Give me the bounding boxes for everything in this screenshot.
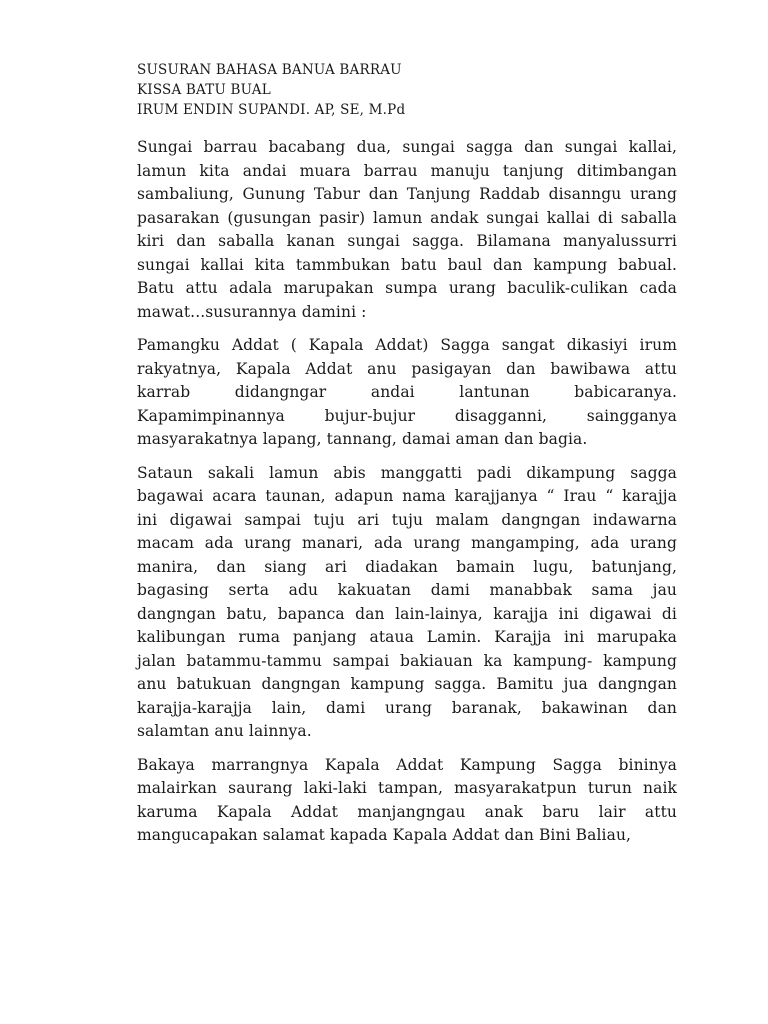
paragraph-line: salamtan anu lainnya. (137, 722, 312, 740)
paragraph-line: masyarakatnya lapang, tannang, damai aman dan bagia. (137, 430, 588, 448)
paragraph-line: Sataun sakali lamun abis manggatti padi dikampung sagga (137, 463, 677, 482)
paragraph-line: Sungai barrau bacabang dua, sungai sagga dan sungai kallai, (137, 138, 677, 156)
paragraph-line: pasarakan (gusungan pasir) lamun andak sungai kallai di saballa (137, 208, 677, 227)
paragraph-line: Kapamimpinannya bujur-bujur disagganni, saingganya (137, 406, 677, 425)
paragraph-line: ini digawai sampai tuju ari tuju malam dangngan indawarna (137, 510, 677, 529)
paragraph-line: malairkan saurang laki-laki tampan, masyarakatpun turun naik (137, 779, 677, 797)
paragraph (137, 462, 677, 744)
paragraph-line: dangngan batu, bapanca dan lain-lainya, karajja ini digawai di (137, 604, 677, 623)
paragraph-line: anu batukuan dangngan kampung sagga. Bamitu jua dangngan (137, 675, 677, 693)
paragraph-line: sambaliung, Gunung Tabur dan Tanjung Raddab disanngu urang (137, 185, 677, 203)
paragraph-line: lamun kita andai muara barrau manuju tanjung ditimbangan (137, 161, 677, 180)
paragraph-line: bagasing serta adu kakuatan dami manabbak sama jau (137, 581, 677, 599)
paragraph-line: Bakaya marrangnya Kapala Addat Kampung Sagga bininya (137, 755, 677, 774)
document-header (137, 60, 677, 120)
paragraph-line: rakyatnya, Kapala Addat anu pasigayan dan bawibawa attu (137, 359, 677, 378)
paragraph-line: Pamangku Addat ( Kapala Addat) Sagga sangat dikasiyi irum (137, 336, 677, 354)
paragraph-line: jalan batammu-tammu sampai bakiauan ka kampung- kampung (137, 651, 677, 670)
paragraph-line: karajja-karajja lain, dami urang baranak, bakawinan dan (137, 698, 677, 717)
document-subtitle: KISSA BATU BUAL (137, 82, 271, 98)
paragraph (137, 136, 677, 324)
paragraph-line: karrab didangngar andai lantunan babicaranya. (137, 383, 677, 401)
paragraph-line: mangucapakan salamat kapada Kapala Addat dan Bini Baliau, (137, 826, 632, 844)
paragraph-line: bagawai acara taunan, adapun nama karajjanya “ Irau “ karajja (137, 487, 677, 505)
paragraph-line: sungai kallai kita tammbukan batu baul dan kampung babual. (137, 255, 677, 274)
document-title: SUSURAN BAHASA BANUA BARRAU (137, 62, 402, 78)
document-page (137, 60, 677, 858)
document-body (137, 136, 677, 848)
paragraph-line: kiri dan saballa kanan sungai sagga. Bilamana manyalussurri (137, 232, 677, 250)
paragraph (137, 334, 677, 452)
paragraph-line: manira, dan siang ari diadakan bamain lugu, batunjang, (137, 557, 677, 576)
paragraph-line: karuma Kapala Addat manjangngau anak baru lair attu (137, 802, 677, 821)
document-author: IRUM ENDIN SUPANDI. AP, SE, M.Pd (137, 102, 406, 118)
paragraph-line: Batu attu adala marupakan sumpa urang baculik-culikan cada (137, 279, 677, 297)
paragraph (137, 754, 677, 848)
paragraph-line: macam ada urang manari, ada urang mangamping, ada urang (137, 534, 677, 552)
paragraph-line: kalibungan ruma panjang ataua Lamin. Karajja ini marupaka (137, 628, 677, 646)
paragraph-line: mawat...susurannya damini : (137, 302, 367, 321)
